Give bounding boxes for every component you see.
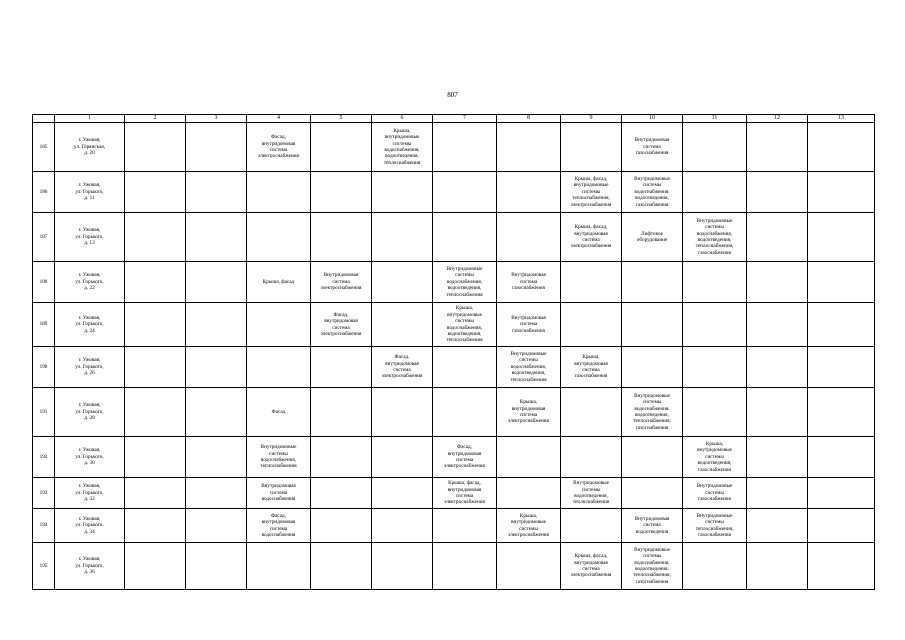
table-row — [33, 543, 875, 590]
work-cell — [247, 347, 311, 388]
page-number: 807 — [447, 91, 458, 99]
work-cell — [561, 478, 622, 509]
work-cell — [125, 478, 186, 509]
table-row — [33, 213, 875, 262]
work-text: Внутридомовые системы водоснабжения, водоотведения, теплоснабжения — [510, 350, 547, 383]
work-cell — [433, 213, 497, 262]
work-text: Крыша, фасад, внутридомовая система электроснабжения — [444, 480, 485, 506]
work-cell — [186, 172, 247, 213]
work-cell — [186, 213, 247, 262]
column-header: 2 — [125, 115, 186, 123]
work-cell — [747, 172, 808, 213]
work-cell — [125, 388, 186, 437]
work-cell — [372, 509, 433, 543]
work-text: Внутридомовая система газоснабжения — [634, 137, 670, 157]
column-header: 8 — [497, 115, 561, 123]
address-text: г. Ужовая, ул. Горького, д. 13 — [75, 227, 104, 247]
work-cell — [247, 543, 311, 590]
table-row — [33, 303, 875, 347]
address-text: г. Ужовая, ул. Горького, д. 32 — [75, 483, 104, 503]
work-cell — [186, 262, 247, 303]
column-header: 9 — [561, 115, 622, 123]
work-cell — [433, 543, 497, 590]
work-text: Лифтовое оборудование — [636, 230, 668, 243]
column-header: 10 — [622, 115, 683, 123]
work-cell — [372, 478, 433, 509]
address-cell — [55, 543, 125, 590]
work-cell — [561, 509, 622, 543]
work-text: Внутридомовая система водоотведения — [634, 515, 670, 535]
work-cell — [808, 213, 875, 262]
work-cell — [561, 123, 622, 172]
address-text: г. Ужовая, ул. Горянская, д. 20 — [73, 137, 106, 157]
work-cell — [747, 478, 808, 509]
work-cell — [433, 262, 497, 303]
work-cell — [433, 478, 497, 509]
work-cell — [622, 543, 683, 590]
work-cell — [125, 303, 186, 347]
column-header: 4 — [247, 115, 311, 123]
table-row — [33, 262, 875, 303]
work-text: Крыша, внутридомовые системы электроснабжения — [508, 512, 549, 538]
work-cell — [125, 543, 186, 590]
work-text: Внутридомовая система водоснабжения — [261, 483, 296, 503]
work-cell — [622, 213, 683, 262]
work-cell — [247, 213, 311, 262]
address-cell — [55, 123, 125, 172]
work-cell — [372, 123, 433, 172]
table-row — [33, 437, 875, 478]
work-cell — [561, 213, 622, 262]
work-cell — [683, 437, 747, 478]
work-cell — [561, 303, 622, 347]
work-cell — [683, 213, 747, 262]
work-cell — [808, 437, 875, 478]
work-cell — [247, 478, 311, 509]
work-cell — [372, 543, 433, 590]
row-number: 190 — [33, 347, 55, 388]
address-cell — [55, 509, 125, 543]
row-number: 188 — [33, 262, 55, 303]
column-header: 6 — [372, 115, 433, 123]
work-cell — [561, 172, 622, 213]
work-cell — [186, 123, 247, 172]
work-cell — [186, 437, 247, 478]
work-cell — [683, 172, 747, 213]
work-text: Внутридомовые системы водоснабжения, водоотведения, теплоснабжения, газоснабжения — [633, 392, 671, 431]
work-cell — [372, 303, 433, 347]
work-cell — [622, 509, 683, 543]
table-row — [33, 388, 875, 437]
work-cell — [186, 347, 247, 388]
work-text: Крыша, внутридомовые системы водоснабжения, водоотведения, теплоснабжения — [446, 305, 483, 344]
work-cell — [683, 478, 747, 509]
column-number-row — [33, 115, 875, 123]
table-row — [33, 123, 875, 172]
work-cell — [497, 303, 561, 347]
work-cell — [747, 347, 808, 388]
work-cell — [808, 543, 875, 590]
work-cell — [433, 347, 497, 388]
work-cell — [747, 213, 808, 262]
work-cell — [311, 388, 372, 437]
work-cell — [125, 123, 186, 172]
work-cell — [186, 303, 247, 347]
work-cell — [311, 347, 372, 388]
work-cell — [497, 262, 561, 303]
work-cell — [497, 347, 561, 388]
work-cell — [311, 478, 372, 509]
table-row — [33, 347, 875, 388]
work-text: Внутридомовые системы теплоснабжения, газоснабжения — [695, 512, 734, 538]
address-cell — [55, 213, 125, 262]
work-cell — [311, 543, 372, 590]
work-text: Крыша, фасад, внутридомовые системы теплоснабжения, электроснабжения — [570, 175, 612, 208]
work-cell — [125, 347, 186, 388]
work-text: Крыша, внутридомовые системы водоснабжения, водоотведения, теплоснабжения — [383, 127, 421, 166]
row-number: 191 — [33, 388, 55, 437]
work-cell — [372, 172, 433, 213]
address-cell — [55, 262, 125, 303]
row-number: 192 — [33, 437, 55, 478]
work-cell — [808, 172, 875, 213]
work-cell — [433, 388, 497, 437]
work-cell — [311, 303, 372, 347]
work-text: Крыша, внутридомовая система газоснабжения — [574, 354, 608, 380]
work-text: Фасад, внутридомовая система электроснабжения — [381, 354, 423, 380]
table-row — [33, 478, 875, 509]
column-header: 5 — [311, 115, 372, 123]
repair-schedule-table — [32, 114, 875, 590]
work-cell — [808, 347, 875, 388]
work-cell — [747, 543, 808, 590]
row-number: 187 — [33, 213, 55, 262]
work-cell — [561, 388, 622, 437]
work-cell — [125, 509, 186, 543]
work-cell — [497, 543, 561, 590]
work-cell — [247, 303, 311, 347]
work-text: Внутридомовые системы водоснабжения, водоотведения, газоснабжения — [634, 175, 670, 208]
work-cell — [622, 388, 683, 437]
column-header: 12 — [747, 115, 808, 123]
address-cell — [55, 388, 125, 437]
work-cell — [683, 543, 747, 590]
address-cell — [55, 172, 125, 213]
row-number: 194 — [33, 509, 55, 543]
work-cell — [747, 437, 808, 478]
work-cell — [247, 437, 311, 478]
work-text: Внутридомовые системы водоснабжения, теплоснабжения — [260, 444, 297, 470]
work-cell — [808, 509, 875, 543]
work-text: Внутридомовые системы водоснабжения, водоотведения, теплоснабжения, газоснабжения — [633, 546, 671, 585]
work-text: Внутридомовая система газоснабжения — [511, 314, 546, 334]
work-text: Фасад, внутридомовая система электроснабжения — [444, 444, 485, 470]
work-cell — [622, 347, 683, 388]
work-cell — [747, 303, 808, 347]
work-cell — [433, 437, 497, 478]
work-text: Фасад, внутридомовая система электроснабжения — [258, 134, 299, 160]
work-cell — [683, 262, 747, 303]
work-cell — [311, 172, 372, 213]
row-number: 185 — [33, 123, 55, 172]
column-header: 7 — [433, 115, 497, 123]
work-cell — [497, 437, 561, 478]
work-cell — [311, 437, 372, 478]
work-cell — [497, 509, 561, 543]
address-cell — [55, 303, 125, 347]
work-cell — [311, 509, 372, 543]
work-cell — [622, 172, 683, 213]
work-cell — [433, 172, 497, 213]
address-text: г. Ужовая, ул. Горького, д. 11 — [75, 182, 104, 202]
work-cell — [497, 172, 561, 213]
address-text: г. Ужовая, ул. Горького, д. 28 — [75, 402, 104, 422]
work-text: Фасад, внутридомовая система электроснабжения — [320, 311, 362, 337]
row-number-header — [33, 115, 55, 123]
work-cell — [186, 543, 247, 590]
work-text: Крыша, фасад — [262, 278, 295, 285]
work-cell — [125, 262, 186, 303]
work-cell — [372, 388, 433, 437]
work-cell — [497, 478, 561, 509]
work-cell — [497, 388, 561, 437]
address-cell — [55, 437, 125, 478]
address-cell — [55, 478, 125, 509]
row-number: 186 — [33, 172, 55, 213]
address-text: г. Ужовая, ул. Горького, д. 26 — [75, 357, 104, 377]
address-text: г. Ужовая, ул. Горького, д. 24 — [75, 314, 104, 334]
work-cell — [808, 262, 875, 303]
work-cell — [622, 437, 683, 478]
work-cell — [622, 123, 683, 172]
address-text: г. Ужовая, ул. Горького, д. 22 — [75, 272, 104, 292]
work-cell — [808, 303, 875, 347]
work-cell — [683, 509, 747, 543]
row-number: 193 — [33, 478, 55, 509]
work-text: Внутридомовые системы водоотведения, теплоснабжения — [572, 480, 610, 506]
work-text: Внутридомовые системы газоснабжения — [696, 483, 733, 503]
work-cell — [311, 262, 372, 303]
work-cell — [372, 437, 433, 478]
work-cell — [497, 213, 561, 262]
row-number: 195 — [33, 543, 55, 590]
work-cell — [622, 478, 683, 509]
work-cell — [433, 303, 497, 347]
address-text: г. Ужовая, ул. Горького, д. 34 — [75, 515, 104, 535]
work-cell — [125, 437, 186, 478]
work-cell — [247, 172, 311, 213]
work-cell — [311, 123, 372, 172]
work-cell — [125, 213, 186, 262]
address-text: г. Ужовая, ул. Горького, д. 30 — [75, 447, 104, 467]
work-text: Внутридомовые системы водоснабжения, водоотведения, теплоснабжения, газоснабжения — [695, 217, 734, 256]
work-cell — [561, 543, 622, 590]
work-cell — [247, 123, 311, 172]
column-header: 1 — [55, 115, 125, 123]
work-cell — [808, 388, 875, 437]
address-text: г. Ужовая, ул. Горького, д. 36 — [75, 556, 104, 576]
work-cell — [747, 262, 808, 303]
work-cell — [372, 347, 433, 388]
work-cell — [247, 509, 311, 543]
work-text: Крыша, внутридомовые системы водоотведения, газоснабжения — [697, 440, 732, 473]
work-cell — [683, 347, 747, 388]
work-cell — [561, 262, 622, 303]
column-header: 11 — [683, 115, 747, 123]
work-cell — [186, 388, 247, 437]
work-cell — [186, 509, 247, 543]
work-cell — [561, 347, 622, 388]
work-cell — [247, 388, 311, 437]
work-cell — [433, 123, 497, 172]
table-row — [33, 509, 875, 543]
column-header: 13 — [808, 115, 875, 123]
work-cell — [683, 123, 747, 172]
work-cell — [311, 213, 372, 262]
address-cell — [55, 347, 125, 388]
work-cell — [622, 262, 683, 303]
work-text: Фасад, внутридомовая система водоснабжения — [261, 512, 296, 538]
work-text: Внутридомовая система газоснабжения — [511, 272, 546, 292]
work-cell — [683, 388, 747, 437]
work-cell — [622, 303, 683, 347]
work-cell — [747, 388, 808, 437]
row-number: 189 — [33, 303, 55, 347]
work-cell — [247, 262, 311, 303]
work-cell — [125, 172, 186, 213]
work-cell — [561, 437, 622, 478]
work-cell — [683, 303, 747, 347]
work-text: Крыша, фасад, внутридомовая система электроснабжения — [570, 553, 612, 579]
work-cell — [433, 509, 497, 543]
work-text: Внутридомовые системы водоснабжения, водоотведения, теплоснабжения — [446, 265, 483, 298]
work-text: Крыша, внутридомовая система электроснабжения — [508, 399, 549, 425]
work-text: Крыша, фасад, внутридомовая система электроснабжения — [570, 224, 612, 250]
column-header: 3 — [186, 115, 247, 123]
work-cell — [372, 262, 433, 303]
work-cell — [372, 213, 433, 262]
table-row — [33, 172, 875, 213]
work-cell — [747, 509, 808, 543]
work-cell — [808, 123, 875, 172]
work-cell — [747, 123, 808, 172]
work-text: Внутридомовая система электроснабжения — [320, 272, 362, 292]
work-cell — [497, 123, 561, 172]
work-cell — [808, 478, 875, 509]
work-text: Фасад — [271, 408, 286, 415]
work-cell — [186, 478, 247, 509]
